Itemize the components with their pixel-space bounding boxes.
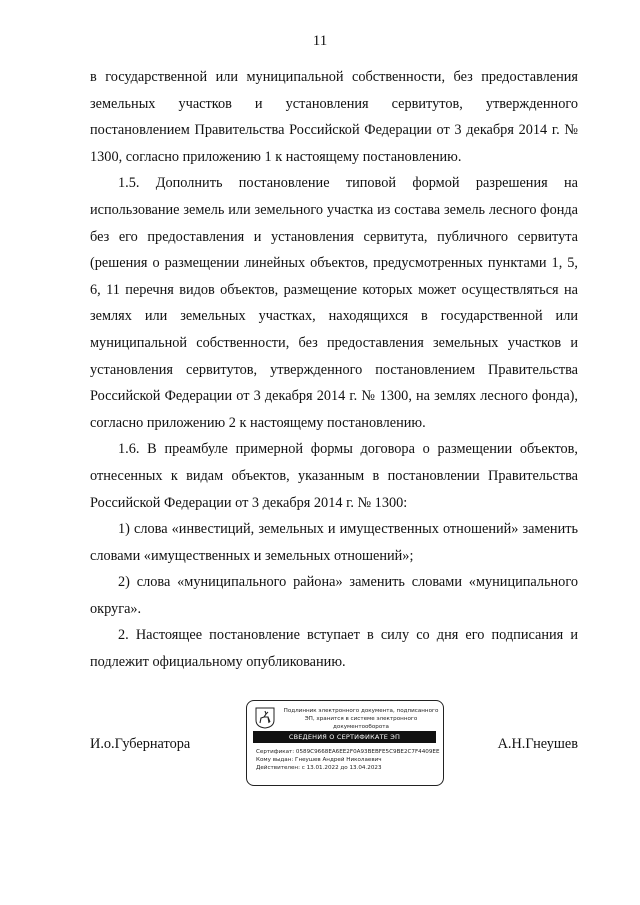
page-number: 11 <box>312 33 328 49</box>
certificate-validity: Действителен: с 13.01.2022 до 13.04.2023 <box>256 765 382 772</box>
signer-title: И.о.Губернатора <box>90 736 191 752</box>
certificate-owner: Кому выдан: Гнеушев Андрей Николаевич <box>256 757 382 764</box>
electronic-signature-stamp <box>246 700 444 786</box>
stamp-notice: Подлинник электронного документа, подписанного ЭП, хранится в системе электронного документооборота <box>283 708 439 730</box>
paragraph-1-6: 1.6. В преамбуле примерной формы договора о размещении объектов, отнесенных к видам объектов, указанным в постановлении Правительства Российской Федерации от 3 декабря 2014 г. № 1300: <box>90 441 578 511</box>
document-body <box>90 64 578 676</box>
certificate-number: Сертификат: 0589C9668EA6EE2F0A93BEBFE5C9BE2C7F4409EE <box>256 749 440 755</box>
paragraph-2: 2. Настоящее постановление вступает в силу со дня его подписания и подлежит официальному опубликованию. <box>90 627 578 671</box>
signer-name: А.Н.Гнеушев <box>497 736 578 752</box>
signature-block <box>90 700 578 790</box>
paragraph-item-1: 1) слова «инвестиций, земельных и имущественных отношений» заменить словами «имущественных и земельных отношений»; <box>90 521 578 564</box>
certificate-details <box>256 748 440 773</box>
paragraph-1-5: 1.5. Дополнить постановление типовой формой разрешения на использование земель или земельного участка из состава земель лесного фонда без его предоставления и установления сервитута, публичного сервитута (решения о размещении линейных объектов, предусмотренных пунктами 1, 5, 6, 11 перечня видов объектов, размещение которых может осуществляться на землях или земельных участках, находящихся в государственной или муниципальной собственности, без предоставления земельных участков и установления сервитутов, утвержденного постановлением Правительства Российской Федерации от 3 декабря 2014 г. № 1300, на землях лесного фонда), согласно приложению 2 к настоящему постановлению. <box>90 175 578 431</box>
certificate-banner: СВЕДЕНИЯ О СЕРТИФИКАТЕ ЭП <box>253 731 436 743</box>
paragraph-continuation: в государственной или муниципальной собственности, без предоставления земельных участков и установления сервитутов, утвержденного постановлением Правительства Российской Федерации от 3 декабря 2014 г. № 1300, согласно приложению 1 к настоящему постановлению. <box>90 69 578 165</box>
paragraph-item-2: 2) слова «муниципального района» заменить словами «муниципального округа». <box>90 574 578 617</box>
deer-emblem-icon <box>255 707 275 729</box>
